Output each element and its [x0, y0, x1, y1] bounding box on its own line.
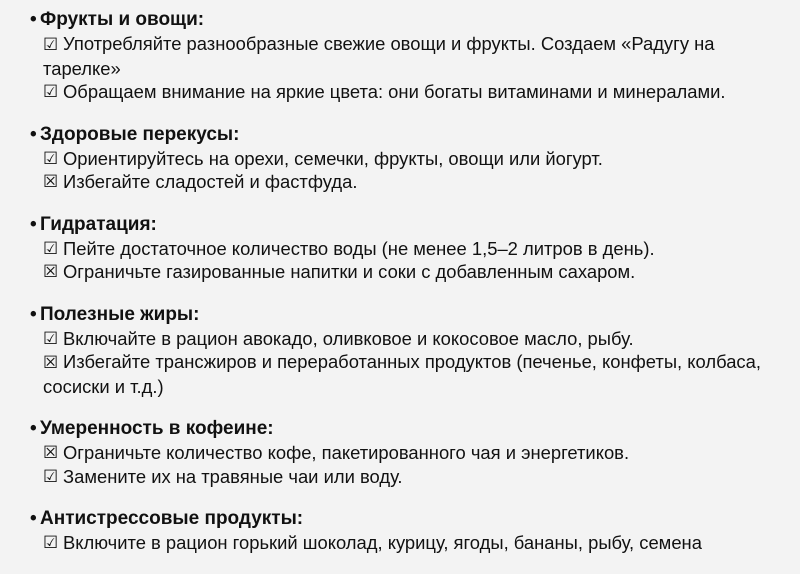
list-item-text: Пейте достаточное количество воды (не менее 1,5–2 литров в день). — [63, 237, 655, 259]
list-item-text: Употребляйте разнообразные свежие овощи и фрукты. Создаем «Радугу на тарелке» — [43, 33, 715, 79]
bullet-point: • — [30, 418, 37, 439]
list-item — [0, 465, 800, 489]
checkbox-checked-icon: ☑ — [43, 328, 59, 348]
list-item-text: Включите в рацион горький шоколад, курицу, ягоды, бананы, рыбу, семена — [63, 532, 702, 553]
list-item — [0, 80, 800, 104]
list-item-text: Избегайте сладостей и фастфуда. — [63, 171, 358, 192]
bullet-point: • — [30, 508, 37, 529]
section-title: Фрукты и овощи: — [40, 9, 205, 30]
list-item — [0, 260, 800, 284]
list-item — [0, 531, 800, 555]
list-item — [0, 147, 800, 171]
section-caffeine-moderation — [0, 417, 800, 488]
list-item-text: Замените их на травяные чаи или воду. — [63, 465, 403, 487]
bullet-point: • — [30, 213, 37, 235]
section-hydration — [0, 213, 800, 284]
section-fruits-vegetables — [0, 8, 800, 104]
section-heading — [0, 417, 800, 441]
bullet-point: • — [30, 123, 37, 145]
checkbox-checked-icon: ☑ — [43, 82, 59, 101]
document-body — [0, 8, 800, 574]
list-item — [0, 237, 800, 261]
list-item — [0, 327, 800, 351]
list-item-text: Избегайте трансжиров и переработанных продуктов (печенье, конфеты, колбаса, сосиски и т.д.) — [43, 351, 761, 397]
list-item — [0, 350, 800, 398]
section-antistress-foods — [0, 507, 800, 555]
section-healthy-fats — [0, 303, 800, 399]
checkbox-crossed-icon: ☒ — [43, 172, 59, 191]
checkbox-crossed-icon: ☒ — [43, 262, 59, 281]
section-heading — [0, 8, 800, 32]
checkbox-checked-icon: ☑ — [43, 533, 59, 552]
section-healthy-snacks — [0, 123, 800, 194]
list-item-text: Ограничьте газированные напитки и соки с добавленным сахаром. — [63, 261, 636, 282]
section-title: Антистрессовые продукты: — [40, 508, 304, 529]
checkbox-crossed-icon: ☒ — [43, 353, 59, 372]
section-title: Гидратация: — [40, 213, 157, 235]
checkbox-checked-icon: ☑ — [43, 35, 59, 54]
bullet-point: • — [30, 303, 37, 325]
checkbox-checked-icon: ☑ — [43, 238, 59, 258]
section-heading — [0, 123, 800, 147]
section-heading — [0, 507, 800, 531]
section-heading — [0, 213, 800, 237]
bullet-point: • — [30, 9, 37, 30]
section-title: Умеренность в кофеине: — [40, 418, 274, 439]
section-heading — [0, 303, 800, 327]
section-title: Полезные жиры: — [40, 303, 200, 325]
checkbox-checked-icon: ☑ — [43, 148, 59, 168]
list-item-text: Ориентируйтесь на орехи, семечки, фрукты, овощи или йогурт. — [63, 147, 603, 169]
checkbox-crossed-icon: ☒ — [43, 443, 59, 462]
list-item — [0, 32, 800, 80]
list-item — [0, 170, 800, 194]
list-item-text: Ограничьте количество кофе, пакетированного чая и энергетиков. — [63, 442, 630, 463]
section-title: Здоровые перекусы: — [40, 123, 240, 145]
list-item-text: Включайте в рацион авокадо, оливковое и кокосовое масло, рыбу. — [63, 327, 634, 349]
list-item — [0, 441, 800, 465]
list-item-text: Обращаем внимание на яркие цвета: они богаты витаминами и минералами. — [63, 81, 726, 102]
checkbox-checked-icon: ☑ — [43, 466, 59, 486]
